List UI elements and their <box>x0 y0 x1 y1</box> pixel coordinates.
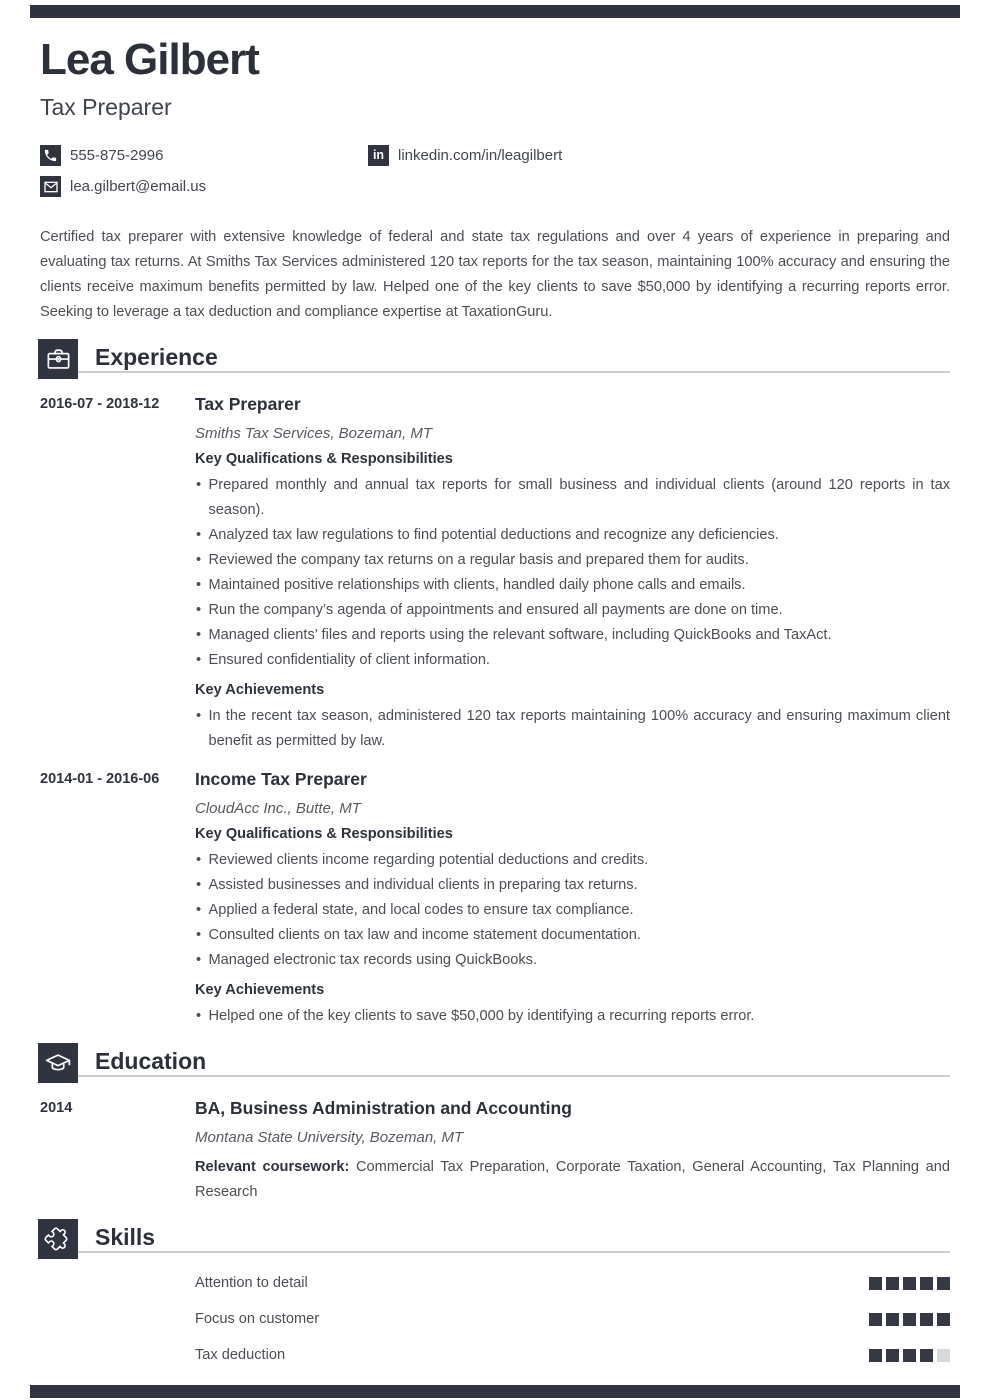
professional-summary: Certified tax preparer with extensive knowledge of federal and state tax regulations and over 4 years of experience in preparing and evaluating tax returns. At Smiths Tax Services administered 120 tax reports for the tax season, maintaining 100% accuracy and ensuring the clients receive maximum benefits permitted by law. Helped one of the key clients to save $50,000 by identifying a recurring reports error. Seeking to leverage a tax deduction and compliance expertise at TaxationGuru. <box>40 229 950 320</box>
skill-level-square <box>937 1349 950 1362</box>
person-name: Lea Gilbert <box>40 35 259 84</box>
skill-level-square <box>869 1313 882 1326</box>
section-title-education: Education <box>95 1047 207 1074</box>
skill-level-square <box>903 1313 916 1326</box>
skill-level-square <box>869 1349 882 1362</box>
top-accent-bar <box>30 5 960 18</box>
email-address: lea.gilbert@email.us <box>70 178 207 195</box>
skill-level-square <box>886 1313 899 1326</box>
job-dates: 2016-07 - 2018-12 <box>40 396 160 412</box>
email-icon <box>40 176 61 197</box>
school-name: Montana State University, Bozeman, MT <box>195 1129 464 1146</box>
bullet-item: • Run the company’s agenda of appointments and ensured all payments are done on time. <box>195 598 950 623</box>
skill-level-square <box>903 1277 916 1290</box>
job-dates: 2014-01 - 2016-06 <box>40 771 160 787</box>
bullet-item: • Prepared monthly and annual tax reports for small business and individual clients (around 120 reports in tax season). <box>195 473 950 523</box>
qualifications-heading: Key Qualifications & Responsibilities <box>195 451 453 467</box>
job-company: Smiths Tax Services, Bozeman, MT <box>195 425 433 442</box>
bullet-item: • Maintained positive relationships with clients, handled daily phone calls and emails. <box>195 573 950 598</box>
skill-row <box>195 1347 950 1363</box>
bullet-item: • Assisted businesses and individual clients in preparing tax returns. <box>195 873 950 898</box>
contact-linkedin <box>368 145 562 166</box>
contact-email <box>40 176 368 197</box>
education-section <box>40 1043 950 1205</box>
section-title-skills: Skills <box>95 1223 156 1250</box>
education-section-header <box>38 1043 950 1083</box>
skill-level-square <box>920 1313 933 1326</box>
achievements-list <box>195 1004 950 1029</box>
person-job-title: Tax Preparer <box>40 94 172 120</box>
bullet-item: • Reviewed the company tax returns on a regular basis and prepared them for audits. <box>195 548 950 573</box>
contact-list <box>40 145 950 197</box>
skill-level-indicator <box>869 1313 950 1326</box>
contact-phone <box>40 145 368 166</box>
achievements-list <box>195 704 950 754</box>
bullet-item: • Managed clients’ files and reports using the relevant software, including QuickBooks and TaxAct. <box>195 623 950 648</box>
qualifications-list <box>195 473 950 673</box>
linkedin-icon: in <box>368 145 389 166</box>
skill-level-indicator <box>869 1349 950 1362</box>
skill-label: Attention to detail <box>195 1275 308 1291</box>
skill-level-square <box>920 1277 933 1290</box>
section-divider <box>38 371 950 373</box>
experience-entry <box>40 769 950 1029</box>
achievements-heading: Key Achievements <box>195 982 325 998</box>
skill-level-indicator <box>869 1277 950 1290</box>
skill-level-square <box>869 1277 882 1290</box>
bottom-accent-bar <box>30 1385 960 1398</box>
bullet-item: • Analyzed tax law regulations to find potential deductions and recognize any deficiencies. <box>195 523 950 548</box>
skill-level-square <box>903 1349 916 1362</box>
job-title: Tax Preparer <box>195 394 301 414</box>
bullet-item: • Applied a federal state, and local codes to ensure tax compliance. <box>195 898 950 923</box>
bullet-item: • Ensured confidentiality of client information. <box>195 648 950 673</box>
skill-row <box>195 1311 950 1327</box>
briefcase-icon <box>38 339 78 379</box>
job-company: CloudAcc Inc., Butte, MT <box>195 800 361 817</box>
bullet-item: • In the recent tax season, administered 120 tax reports maintaining 100% accuracy and ensuring maximum client benefit as permitted by law. <box>195 704 950 754</box>
section-title-experience: Experience <box>95 343 218 370</box>
skill-level-square <box>886 1277 899 1290</box>
graduation-cap-icon <box>38 1043 78 1083</box>
education-dates: 2014 <box>40 1100 73 1116</box>
skill-label: Focus on customer <box>195 1311 320 1327</box>
coursework-text: Commercial Tax Preparation, Corporate Taxation, General Accounting, Tax Planning and Research <box>195 1159 951 1200</box>
section-divider <box>38 1075 950 1077</box>
achievements-heading: Key Achievements <box>195 682 325 698</box>
education-entry <box>40 1098 950 1205</box>
bullet-item: • Reviewed clients income regarding potential deductions and credits. <box>195 848 950 873</box>
relevant-coursework <box>195 1155 950 1205</box>
skills-list <box>195 1275 950 1363</box>
experience-entry <box>40 394 950 754</box>
skill-label: Tax deduction <box>195 1347 286 1363</box>
puzzle-piece-icon <box>38 1219 78 1259</box>
linkedin-handle: linkedin.com/in/leagilbert <box>398 147 563 164</box>
experience-section <box>40 339 950 1029</box>
bullet-item: • Helped one of the key clients to save $50,000 by identifying a recurring reports error. <box>195 1004 950 1029</box>
skill-level-square <box>937 1277 950 1290</box>
skill-row <box>195 1275 950 1291</box>
skill-level-square <box>937 1313 950 1326</box>
experience-section-header <box>38 339 950 379</box>
job-title: Income Tax Preparer <box>195 769 367 789</box>
skills-section-header <box>38 1219 950 1259</box>
skill-level-square <box>886 1349 899 1362</box>
qualifications-list <box>195 848 950 973</box>
section-divider <box>38 1251 950 1253</box>
phone-icon <box>40 145 61 166</box>
skill-level-square <box>920 1349 933 1362</box>
skills-section <box>40 1219 950 1363</box>
coursework-label: Relevant coursework: <box>195 1159 350 1175</box>
bullet-item: • Managed electronic tax records using QuickBooks. <box>195 948 950 973</box>
bullet-item: • Consulted clients on tax law and income statement documentation. <box>195 923 950 948</box>
phone-number: 555-875-2996 <box>70 147 164 164</box>
degree-title: BA, Business Administration and Accounting <box>195 1098 572 1118</box>
qualifications-heading: Key Qualifications & Responsibilities <box>195 826 453 842</box>
